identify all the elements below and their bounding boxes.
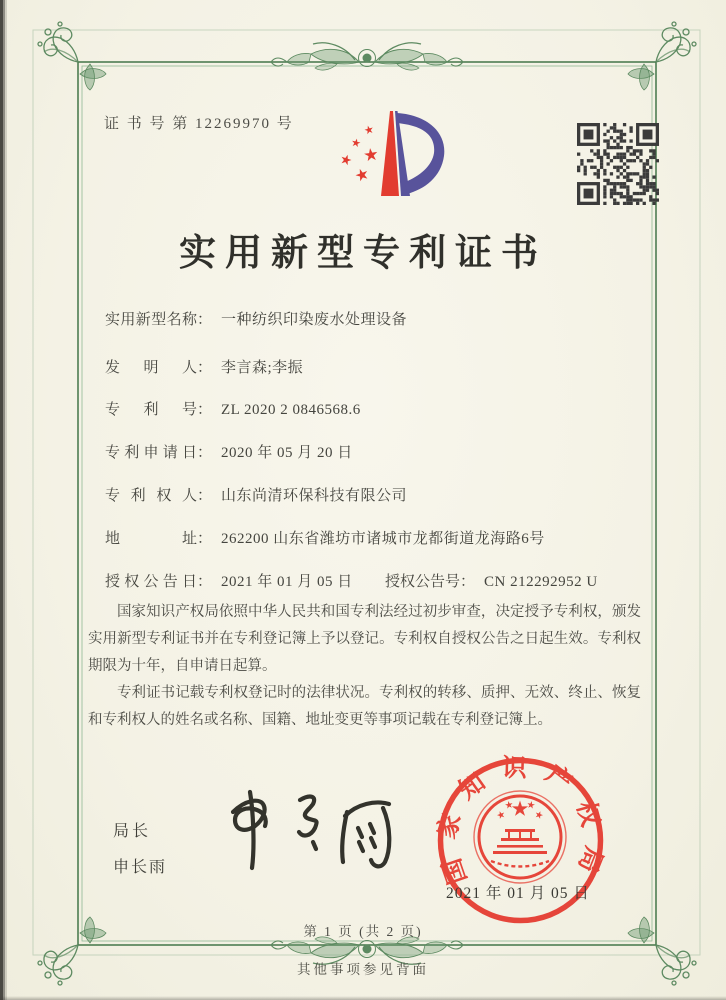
field-patentee: 专利权人： 山东尚清环保科技有限公司	[105, 484, 407, 505]
field-value: CN 212292952 U	[484, 574, 598, 590]
field-inventors: 发明人： 李言森;李振	[105, 356, 303, 377]
field-value: ZL 2020 2 0846568.6	[221, 402, 361, 418]
field-value: 262200 山东省潍坊市诸城市龙都街道龙海路6号	[221, 531, 545, 547]
cnipa-seal-icon	[433, 753, 608, 933]
field-label: 专利权人	[105, 488, 197, 504]
field-value: 李言森;李振	[221, 360, 304, 376]
seal-org-text: 国家知识产权局	[433, 754, 608, 891]
field-grant-number: 授权公告号： CN 212292952 U	[385, 574, 598, 590]
qr-code-icon	[577, 123, 659, 210]
scan-shadow	[0, 996, 726, 1000]
legal-paragraph-1: 国家知识产权局依照中华人民共和国专利法经过初步审查，决定授予专利权，颁发实用新型专利证书并在专利登记簿上予以登记。专利权自授权公告之日起生效。专利权期限为十年，自申请日起算。	[88, 604, 641, 674]
legal-text	[88, 599, 641, 734]
field-patent-number: 专利号： ZL 2020 2 0846568.6	[105, 398, 361, 419]
field-address: 地址： 262200 山东省潍坊市诸城市龙都街道龙海路6号	[105, 527, 545, 548]
field-label: 专利号	[105, 402, 197, 418]
field-value: 一种纺织印染废水处理设备	[221, 312, 408, 328]
seal-date: 2021 年 01 月 05 日	[446, 885, 590, 902]
field-filing-date: 专利申请日： 2020 年 05 月 20 日	[105, 441, 353, 462]
director-name: 申长雨	[113, 859, 168, 876]
scan-edge	[0, 0, 9, 1000]
page-number: 第 1 页 (共 2 页)	[303, 924, 423, 939]
footer-note: 其他事项参见背面	[297, 962, 429, 977]
field-grant-date: 授权公告日： 2021 年 01 月 05 日 授权公告号： CN 212292952 U	[105, 570, 353, 591]
certificate-number: 证 书 号 第 12269970 号	[104, 116, 294, 132]
field-label: 授权公告号	[385, 574, 461, 590]
handwritten-signature-icon	[195, 770, 405, 890]
national-emblem	[474, 791, 566, 883]
field-label: 授权公告日	[105, 574, 197, 590]
director-title: 局长	[113, 823, 152, 840]
field-utility-model-name: 实用新型名称： 一种纺织印染废水处理设备	[105, 308, 407, 329]
cnipa-logo-icon	[330, 103, 460, 213]
director-block	[113, 818, 167, 877]
field-label: 发明人	[105, 360, 197, 376]
field-value: 2020 年 05 月 20 日	[221, 445, 353, 461]
field-label: 专利申请日	[105, 445, 197, 461]
field-value: 山东尚清环保科技有限公司	[221, 488, 408, 504]
legal-paragraph-2: 专利证书记载专利权登记时的法律状况。专利权的转移、质押、无效、终止、恢复和专利权人的姓名或名称、国籍、地址变更等事项记载在专利登记簿上。	[88, 685, 641, 728]
field-label: 地址	[105, 531, 197, 547]
field-label: 实用新型名称	[105, 312, 197, 328]
certificate-title: 实用新型专利证书	[179, 233, 547, 274]
svg-text:国家知识产权局	[433, 754, 608, 891]
field-value: 2021 年 01 月 05 日	[221, 574, 353, 590]
